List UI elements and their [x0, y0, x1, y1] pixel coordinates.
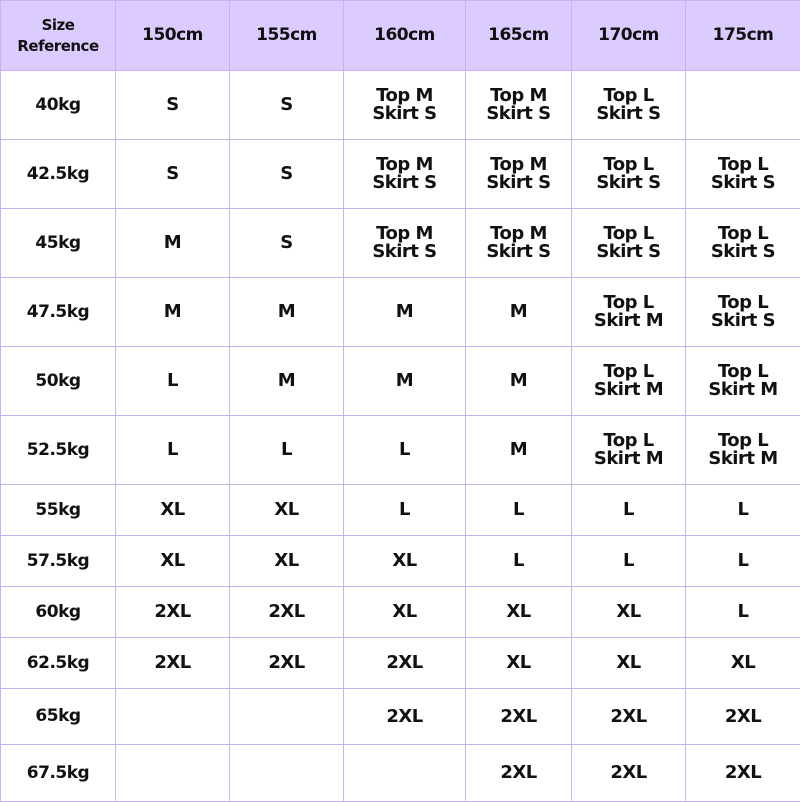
size-cell: [686, 689, 800, 745]
size-cell-line: XL: [230, 552, 343, 570]
size-cell-line: 2XL: [686, 764, 800, 782]
table-row: [1, 745, 800, 802]
column-header-height: 160cm: [344, 1, 466, 71]
row-header-weight: 67.5kg: [1, 745, 116, 802]
size-cell-line: Top L: [572, 294, 685, 312]
table-row: [1, 536, 800, 587]
size-cell: [344, 587, 466, 638]
size-cell: [344, 536, 466, 587]
size-cell-line: Top L: [686, 432, 800, 450]
column-header-height: 150cm: [116, 1, 230, 71]
size-cell: [572, 347, 686, 416]
size-cell: [116, 689, 230, 745]
size-cell-line: 2XL: [230, 654, 343, 672]
size-cell-line: L: [116, 441, 229, 459]
size-cell: [572, 71, 686, 140]
size-cell: [466, 71, 572, 140]
size-cell-line: Top M: [344, 156, 465, 174]
size-cell: [344, 347, 466, 416]
size-cell: [466, 485, 572, 536]
table-row: [1, 485, 800, 536]
table-row: [1, 416, 800, 485]
size-cell-line: Skirt S: [344, 174, 465, 192]
size-cell-line: Top L: [572, 225, 685, 243]
size-cell-line: Top L: [572, 432, 685, 450]
row-header-weight: 55kg: [1, 485, 116, 536]
size-cell-line: Top L: [572, 87, 685, 105]
size-cell-line: Skirt S: [466, 174, 571, 192]
size-cell: [116, 71, 230, 140]
size-cell: [116, 638, 230, 689]
size-cell-line: L: [686, 603, 800, 621]
size-cell: [686, 536, 800, 587]
size-cell: [116, 745, 230, 802]
row-header-weight: 52.5kg: [1, 416, 116, 485]
size-cell-line: Top M: [466, 225, 571, 243]
size-cell-line: Skirt S: [686, 243, 800, 261]
size-cell-line: L: [116, 372, 229, 390]
size-cell: [116, 536, 230, 587]
size-cell: [116, 587, 230, 638]
size-cell: [466, 416, 572, 485]
size-cell-line: Skirt S: [572, 105, 685, 123]
row-header-weight: 50kg: [1, 347, 116, 416]
size-cell-line: XL: [116, 552, 229, 570]
size-cell: [572, 485, 686, 536]
corner-label-line: Reference: [1, 36, 115, 56]
size-cell: [116, 140, 230, 209]
size-cell-line: 2XL: [116, 603, 229, 621]
table-row: [1, 71, 800, 140]
size-cell-line: XL: [466, 603, 571, 621]
size-cell-line: Skirt S: [686, 312, 800, 330]
size-cell: [116, 485, 230, 536]
size-cell-line: Top L: [686, 294, 800, 312]
size-cell: [686, 638, 800, 689]
row-header-weight: 40kg: [1, 71, 116, 140]
size-cell: [686, 485, 800, 536]
size-cell-line: M: [230, 303, 343, 321]
size-cell: [466, 278, 572, 347]
row-header-weight: 42.5kg: [1, 140, 116, 209]
table-row: [1, 638, 800, 689]
size-cell-line: Skirt S: [466, 243, 571, 261]
size-cell: [230, 638, 344, 689]
size-cell: [344, 638, 466, 689]
size-cell-line: XL: [466, 654, 571, 672]
size-cell: [230, 689, 344, 745]
size-cell-line: 2XL: [344, 654, 465, 672]
size-cell: [686, 587, 800, 638]
size-cell: [686, 347, 800, 416]
row-header-weight: 45kg: [1, 209, 116, 278]
size-cell-line: L: [686, 501, 800, 519]
size-cell-line: Top M: [344, 87, 465, 105]
size-cell-line: M: [466, 303, 571, 321]
column-header-height: 170cm: [572, 1, 686, 71]
size-cell-line: S: [230, 96, 343, 114]
size-cell-line: S: [230, 165, 343, 183]
size-cell-line: M: [230, 372, 343, 390]
size-cell: [344, 416, 466, 485]
size-cell-line: L: [686, 552, 800, 570]
size-cell-line: M: [344, 372, 465, 390]
size-cell: [344, 485, 466, 536]
size-cell: [230, 209, 344, 278]
size-cell: [572, 638, 686, 689]
size-cell-line: L: [230, 441, 343, 459]
size-cell: [230, 485, 344, 536]
table-row: [1, 278, 800, 347]
size-cell-line: 2XL: [572, 708, 685, 726]
size-cell: [116, 416, 230, 485]
table-row: [1, 587, 800, 638]
size-cell-line: Skirt S: [466, 105, 571, 123]
size-cell-line: S: [116, 165, 229, 183]
size-cell: [230, 416, 344, 485]
size-cell-line: M: [466, 372, 571, 390]
table-body: [1, 71, 800, 802]
size-cell: [344, 278, 466, 347]
size-cell-line: 2XL: [116, 654, 229, 672]
size-cell: [230, 536, 344, 587]
size-cell-line: 2XL: [466, 764, 571, 782]
size-cell-line: S: [116, 96, 229, 114]
size-cell-line: XL: [344, 603, 465, 621]
size-cell: [466, 587, 572, 638]
size-cell-line: 2XL: [466, 708, 571, 726]
size-cell: [230, 71, 344, 140]
size-cell-line: Skirt M: [686, 450, 800, 468]
size-cell-line: Skirt S: [344, 243, 465, 261]
corner-label-line: Size: [1, 15, 115, 35]
row-header-weight: 57.5kg: [1, 536, 116, 587]
size-cell-line: Top L: [686, 363, 800, 381]
size-cell-line: XL: [344, 552, 465, 570]
size-cell: [572, 536, 686, 587]
size-cell-line: Top M: [466, 156, 571, 174]
size-cell-line: Skirt M: [686, 381, 800, 399]
column-header-height: 175cm: [686, 1, 800, 71]
size-cell-line: L: [344, 441, 465, 459]
size-cell-line: Top M: [344, 225, 465, 243]
size-cell: [686, 71, 800, 140]
size-cell: [466, 209, 572, 278]
table-row: [1, 140, 800, 209]
row-header-weight: 65kg: [1, 689, 116, 745]
size-cell-line: M: [466, 441, 571, 459]
size-cell-line: XL: [686, 654, 800, 672]
size-cell-line: Top L: [686, 156, 800, 174]
size-cell: [572, 745, 686, 802]
size-cell: [466, 140, 572, 209]
size-cell-line: L: [466, 552, 571, 570]
size-cell-line: M: [344, 303, 465, 321]
size-cell-line: Top M: [466, 87, 571, 105]
size-cell: [344, 71, 466, 140]
size-cell: [686, 416, 800, 485]
size-cell-line: Top L: [686, 225, 800, 243]
row-header-weight: 62.5kg: [1, 638, 116, 689]
size-cell-line: Skirt S: [344, 105, 465, 123]
size-cell: [686, 745, 800, 802]
size-cell-line: M: [116, 234, 229, 252]
size-cell-line: 2XL: [344, 708, 465, 726]
size-cell: [466, 689, 572, 745]
size-cell: [466, 536, 572, 587]
size-cell-line: XL: [572, 603, 685, 621]
size-cell: [116, 209, 230, 278]
size-cell: [572, 416, 686, 485]
table-row: [1, 347, 800, 416]
row-header-weight: 47.5kg: [1, 278, 116, 347]
table-row: [1, 689, 800, 745]
size-cell: [230, 140, 344, 209]
size-cell-line: XL: [116, 501, 229, 519]
size-cell-line: L: [344, 501, 465, 519]
size-cell: [572, 278, 686, 347]
size-cell: [572, 140, 686, 209]
size-cell-line: XL: [572, 654, 685, 672]
size-cell-line: 2XL: [572, 764, 685, 782]
size-cell: [116, 347, 230, 416]
size-cell-line: 2XL: [230, 603, 343, 621]
size-cell-line: L: [572, 552, 685, 570]
size-cell: [344, 745, 466, 802]
size-cell: [230, 745, 344, 802]
size-cell-line: L: [572, 501, 685, 519]
size-cell-line: L: [466, 501, 571, 519]
size-cell: [686, 278, 800, 347]
size-cell: [116, 278, 230, 347]
size-cell-line: Skirt S: [572, 174, 685, 192]
size-cell-line: Top L: [572, 156, 685, 174]
size-cell-line: XL: [230, 501, 343, 519]
column-header-height: 155cm: [230, 1, 344, 71]
column-header-height: 165cm: [466, 1, 572, 71]
size-cell-line: S: [230, 234, 343, 252]
size-cell: [572, 689, 686, 745]
size-cell: [344, 140, 466, 209]
size-cell: [230, 347, 344, 416]
size-cell: [466, 638, 572, 689]
size-cell: [466, 745, 572, 802]
size-cell: [686, 140, 800, 209]
size-cell-line: M: [116, 303, 229, 321]
size-cell-line: Skirt M: [572, 450, 685, 468]
size-cell-line: 2XL: [686, 708, 800, 726]
corner-label: [1, 1, 116, 71]
table-row: [1, 209, 800, 278]
size-cell: [344, 209, 466, 278]
header-row: [1, 1, 800, 71]
size-cell-line: Skirt S: [572, 243, 685, 261]
size-cell: [686, 209, 800, 278]
size-cell-line: Skirt S: [686, 174, 800, 192]
size-cell: [230, 278, 344, 347]
size-cell-line: Top L: [572, 363, 685, 381]
size-cell-line: Skirt M: [572, 312, 685, 330]
row-header-weight: 60kg: [1, 587, 116, 638]
size-cell-line: Skirt M: [572, 381, 685, 399]
size-cell: [572, 209, 686, 278]
size-cell: [466, 347, 572, 416]
size-cell: [230, 587, 344, 638]
size-cell: [572, 587, 686, 638]
size-cell: [344, 689, 466, 745]
